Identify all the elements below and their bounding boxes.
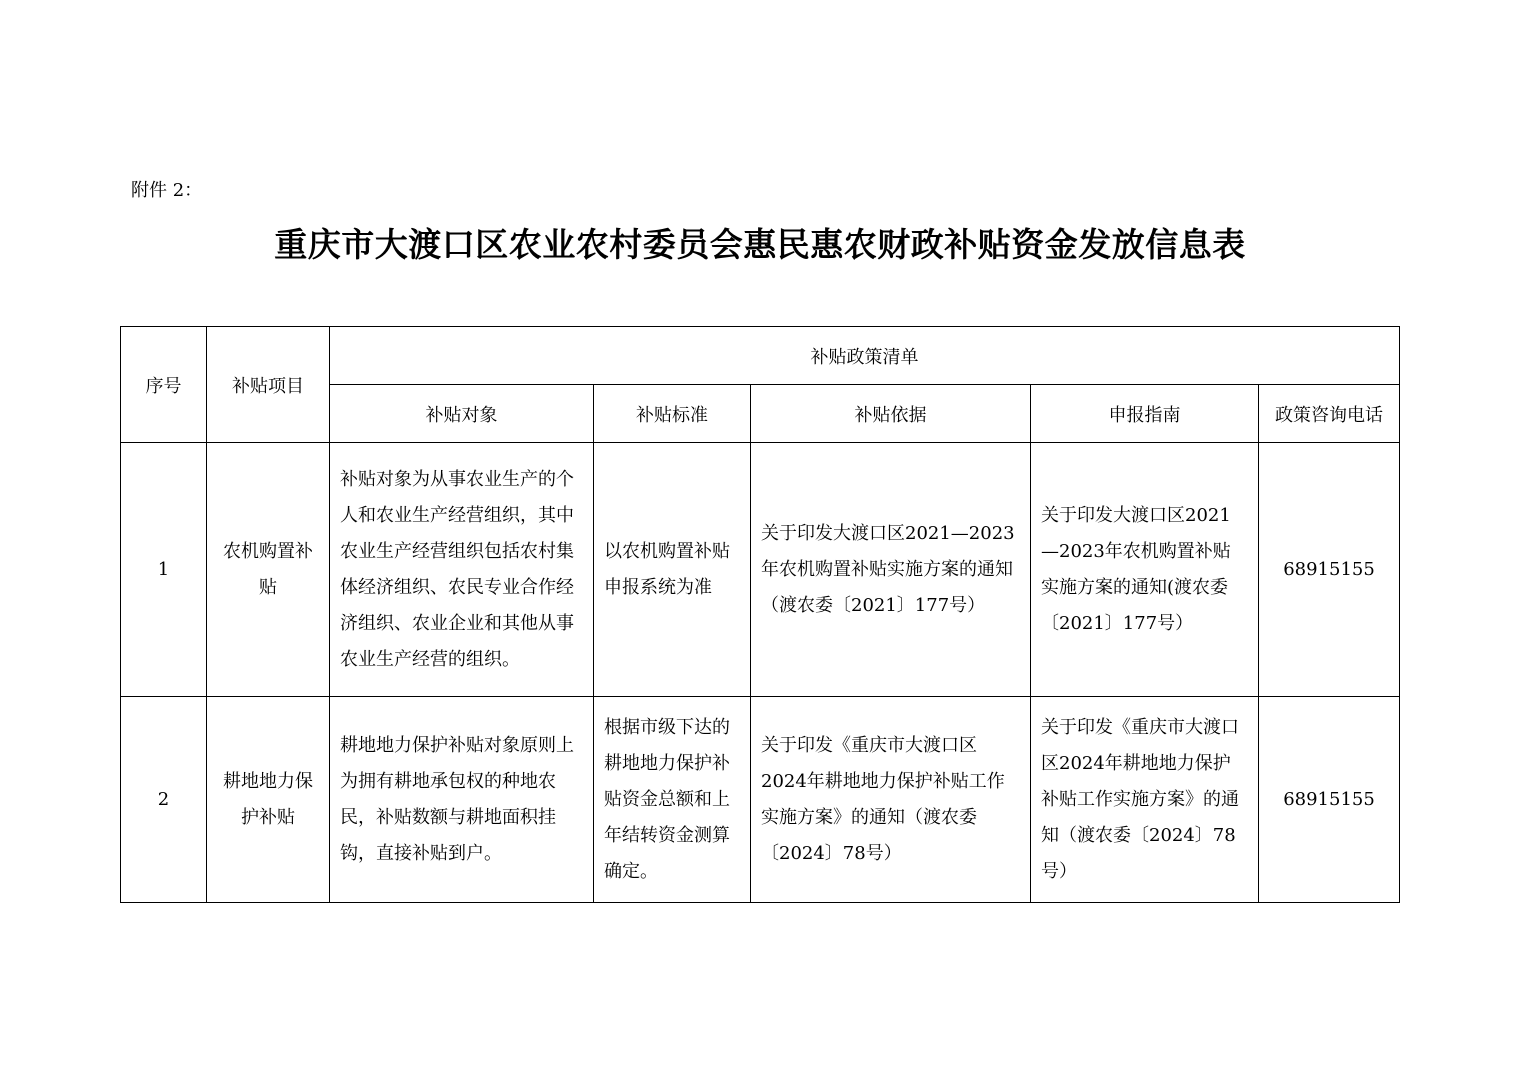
table-row <box>121 697 1400 903</box>
row-standard: 根据市级下达的耕地地力保护补贴资金总额和上年结转资金测算确定。 <box>594 697 751 903</box>
header-basis: 补贴依据 <box>751 385 1031 443</box>
row-project: 耕地地力保护补贴 <box>207 697 330 903</box>
document-title: 重庆市大渡口区农业农村委员会惠民惠农财政补贴资金发放信息表 <box>274 225 1246 264</box>
header-guide: 申报指南 <box>1031 385 1259 443</box>
row-basis: 关于印发大渡口区2021—2023年农机购置补贴实施方案的通知（渡农委〔2021〕177号） <box>751 443 1031 697</box>
header-project: 补贴项目 <box>207 327 330 443</box>
header-target: 补贴对象 <box>330 385 594 443</box>
row-standard: 以农机购置补贴申报系统为准 <box>594 443 751 697</box>
header-index: 序号 <box>121 327 207 443</box>
attachment-label: 附件 2： <box>131 180 203 201</box>
row-guide: 关于印发大渡口区2021—2023年农机购置补贴实施方案的通知(渡农委〔2021〕177号） <box>1031 443 1259 697</box>
row-basis: 关于印发《重庆市大渡口区2024年耕地地力保护补贴工作实施方案》的通知（渡农委〔2024〕78号） <box>751 697 1031 903</box>
row-index: 2 <box>121 697 207 903</box>
row-phone: 68915155 <box>1259 443 1400 697</box>
row-target: 耕地地力保护补贴对象原则上为拥有耕地承包权的种地农民，补贴数额与耕地面积挂钩，直接补贴到户。 <box>330 697 594 903</box>
row-project: 农机购置补贴 <box>207 443 330 697</box>
table-header-row <box>121 327 1400 385</box>
header-standard: 补贴标准 <box>594 385 751 443</box>
subsidy-info-table <box>120 326 1400 903</box>
header-phone: 政策咨询电话 <box>1259 385 1400 443</box>
table-row <box>121 443 1400 697</box>
row-guide: 关于印发《重庆市大渡口区2024年耕地地力保护补贴工作实施方案》的通知（渡农委〔2024〕78号） <box>1031 697 1259 903</box>
row-phone: 68915155 <box>1259 697 1400 903</box>
row-index: 1 <box>121 443 207 697</box>
header-policy-group: 补贴政策清单 <box>330 327 1400 385</box>
row-target: 补贴对象为从事农业生产的个人和农业生产经营组织，其中农业生产经营组织包括农村集体经济组织、农民专业合作经济组织、农业企业和其他从事农业生产经营的组织。 <box>330 443 594 697</box>
